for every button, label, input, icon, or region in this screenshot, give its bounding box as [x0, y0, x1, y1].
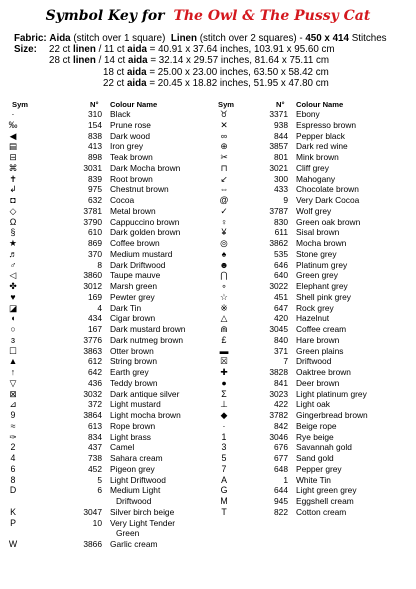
thread-number: 535 — [274, 248, 288, 259]
symbol-glyph: 6 — [10, 463, 16, 474]
symbol-glyph: ▲ — [8, 356, 18, 367]
colour-name: Light oak — [296, 399, 330, 410]
colour-name: Green oak brown — [296, 216, 361, 227]
thread-number: 834 — [88, 431, 102, 442]
symbol-glyph: ♬ — [8, 248, 18, 259]
thread-number: 451 — [274, 291, 288, 302]
fabric-label: Fabric: — [14, 33, 47, 44]
symbol-glyph: ※ — [220, 302, 228, 313]
colour-name: Savannah gold — [296, 442, 352, 453]
colour-name: Medium Light — [110, 485, 161, 496]
size-line-4: 22 ct aida = 20.45 x 18.82 inches, 51.95 x 47.80 cm — [103, 78, 329, 89]
symbol-glyph: 7 — [221, 463, 227, 474]
thread-number: 840 — [274, 334, 288, 345]
symbol-glyph: 4 — [10, 453, 16, 463]
thread-number: 3787 — [269, 205, 288, 216]
colour-name: Gingerbread brown — [296, 410, 368, 420]
thread-number: 10 — [92, 517, 102, 528]
symbol-glyph: ☆ — [220, 291, 228, 302]
symbol-glyph: A — [221, 474, 227, 485]
colour-name: Teddy brown — [110, 377, 158, 388]
colour-name: Light green grey — [296, 485, 357, 496]
thread-number: 3031 — [83, 162, 102, 173]
symbol-glyph: ● — [221, 377, 227, 388]
thread-number: 3023 — [269, 388, 288, 399]
symbol-glyph: D — [9, 485, 17, 496]
colour-name: Pigeon grey — [110, 463, 155, 474]
symbol-glyph: ɜ — [10, 334, 16, 345]
colour-name: Dark red wine — [296, 141, 348, 152]
colour-name: Eggshell cream — [296, 496, 354, 506]
symbol-glyph: K — [10, 506, 16, 517]
symbol-glyph: W — [8, 539, 18, 549]
thread-number: 3045 — [269, 324, 288, 334]
thread-number: 310 — [88, 109, 102, 119]
thread-number: 644 — [274, 485, 288, 496]
colour-name: Dark wood — [110, 130, 151, 141]
thread-number: 154 — [88, 119, 102, 130]
symbol-glyph: ♂ — [9, 259, 17, 270]
colour-name: Rock grey — [296, 302, 334, 313]
thread-number: 7 — [283, 356, 288, 367]
symbol-glyph: ▬ — [219, 345, 229, 356]
thread-number: 3863 — [83, 345, 102, 356]
symbol-glyph: ♠ — [221, 248, 227, 259]
thread-number: 3371 — [269, 109, 288, 119]
colour-name: Platinum grey — [296, 259, 348, 270]
size-label: Size: — [14, 44, 37, 55]
thread-number: 738 — [88, 453, 102, 463]
thread-number: 3776 — [83, 334, 102, 345]
thread-number: 3866 — [83, 539, 102, 549]
thread-number: 869 — [88, 238, 102, 248]
thread-number: 3032 — [83, 388, 102, 399]
thread-number: 613 — [88, 420, 102, 431]
colour-name: Driftwood — [296, 356, 332, 367]
symbol-glyph: ✤ — [9, 281, 17, 291]
left-num-header: N° — [90, 100, 99, 109]
thread-number: 3782 — [269, 410, 288, 420]
thread-number: 8 — [97, 259, 102, 270]
thread-number: 1 — [283, 474, 288, 485]
thread-number: 612 — [88, 356, 102, 367]
colour-name: Dark Tin — [110, 302, 142, 313]
symbol-glyph: 2 — [10, 442, 16, 453]
colour-name: Very Dark Cocoa — [296, 195, 360, 205]
colour-name: Deer brown — [296, 377, 340, 388]
symbol-glyph: ∘ — [221, 281, 227, 291]
thread-number: 3828 — [269, 367, 288, 377]
thread-number: 648 — [274, 463, 288, 474]
symbol-glyph: ⇔ — [219, 184, 229, 195]
symbol-glyph: ★ — [9, 238, 17, 248]
symbol-glyph: ⊕ — [220, 141, 228, 152]
thread-number: 640 — [274, 270, 288, 281]
size-line-3: 18 ct aida = 25.00 x 23.00 inches, 63.50 x 58.42 cm — [103, 67, 329, 78]
symbol-glyph: 5 — [221, 453, 227, 463]
symbol-glyph: ♥ — [10, 291, 16, 302]
colour-name: Espresso brown — [296, 119, 357, 130]
thread-number: 642 — [88, 367, 102, 377]
thread-number: 452 — [88, 463, 102, 474]
thread-number: 437 — [88, 442, 102, 453]
thread-number: 830 — [274, 216, 288, 227]
thread-number: 169 — [88, 291, 102, 302]
colour-name: Wolf grey — [296, 205, 332, 216]
fabric-linen: Linen — [170, 33, 197, 44]
colour-name: Mahogany — [296, 173, 336, 184]
thread-number: 842 — [274, 420, 288, 431]
colour-name: Coffee brown — [110, 238, 160, 248]
symbol-glyph: ¥ — [221, 227, 227, 238]
colour-name: Light Driftwood — [110, 474, 166, 485]
thread-number: 677 — [274, 453, 288, 463]
symbol-glyph: Ω — [9, 216, 17, 227]
colour-name: Green plains — [296, 345, 344, 356]
thread-number: 433 — [274, 184, 288, 195]
colour-name: Dark Mocha brown — [110, 162, 181, 173]
symbol-glyph: ◘ — [10, 195, 16, 205]
size-line-2: 28 ct linen / 14 ct aida = 32.14 x 29.57 inches, 81.64 x 75.11 cm — [49, 55, 330, 66]
colour-name: Mink brown — [296, 152, 339, 162]
symbol-glyph: ▤ — [8, 141, 18, 152]
thread-number: 4 — [97, 302, 102, 313]
symbol-glyph: ‰ — [8, 119, 18, 130]
colour-name-continued: Driftwood — [116, 496, 152, 506]
colour-name: Taupe mauve — [110, 270, 161, 281]
title-prefix: Symbol Key for — [45, 8, 165, 24]
colour-name: Dark Driftwood — [110, 259, 166, 270]
colour-name: Earth grey — [110, 367, 149, 377]
symbol-glyph: ✓ — [220, 205, 228, 216]
colour-name: White Tin — [296, 474, 331, 485]
colour-name: Chestnut brown — [110, 184, 169, 195]
symbol-glyph: ⊓ — [220, 162, 228, 173]
colour-name: Light brass — [110, 431, 151, 442]
thread-number: 844 — [274, 130, 288, 141]
colour-name: Marsh green — [110, 281, 158, 291]
thread-number: 945 — [274, 496, 288, 506]
thread-number: 3047 — [83, 506, 102, 517]
thread-number: 3022 — [269, 281, 288, 291]
colour-name: Hare brown — [296, 334, 340, 345]
thread-number: 838 — [88, 130, 102, 141]
thread-number: 611 — [274, 227, 288, 238]
symbol-glyph: ☒ — [220, 356, 228, 367]
thread-number: 3857 — [269, 141, 288, 152]
colour-name: Sahara cream — [110, 453, 163, 463]
symbol-glyph: ✝ — [9, 173, 17, 184]
left-name-header: Colour Name — [110, 100, 158, 109]
thread-number: 3781 — [83, 205, 102, 216]
thread-number: 5 — [97, 474, 102, 485]
thread-number: 3860 — [83, 270, 102, 281]
colour-name: Cotton cream — [296, 506, 347, 517]
colour-name: Pepper grey — [296, 463, 342, 474]
symbol-glyph: ⊟ — [9, 152, 17, 162]
thread-number: 841 — [274, 377, 288, 388]
title-design-name: The Owl & The Pussy Cat — [173, 8, 371, 24]
fabric-stitches: 450 x 414 — [305, 33, 349, 44]
colour-name: Dark golden brown — [110, 227, 181, 238]
colour-name: Cigar brown — [110, 313, 156, 324]
symbol-glyph: ♀ — [220, 216, 228, 227]
page-title — [0, 8, 416, 24]
colour-name: Teak brown — [110, 152, 153, 162]
colour-name: Cliff grey — [296, 162, 329, 173]
fabric-line — [14, 33, 387, 44]
colour-name: Rye beige — [296, 431, 334, 442]
colour-name: Light mocha brown — [110, 410, 181, 420]
symbol-glyph: § — [10, 227, 16, 238]
thread-number: 300 — [274, 173, 288, 184]
thread-number: 413 — [88, 141, 102, 152]
symbol-glyph: ↲ — [9, 184, 17, 195]
thread-number: 898 — [88, 152, 102, 162]
thread-number: 801 — [274, 152, 288, 162]
thread-number: 632 — [88, 195, 102, 205]
symbol-glyph: G — [220, 485, 228, 496]
symbol-glyph: M — [220, 496, 228, 506]
thread-number: 420 — [274, 313, 288, 324]
colour-name: String brown — [110, 356, 158, 367]
thread-number: 371 — [274, 345, 288, 356]
thread-number: 372 — [88, 399, 102, 410]
colour-name-continued: Green — [116, 528, 140, 539]
colour-name: Chocolate brown — [296, 184, 359, 195]
colour-name: Ebony — [296, 109, 320, 119]
symbol-glyph: ◀ — [9, 130, 17, 141]
size-line-1: 22 ct linen / 11 ct aida = 40.91 x 37.64 inches, 103.91 x 95.60 cm — [49, 44, 335, 55]
symbol-glyph: ♉ — [220, 109, 228, 119]
symbol-glyph: 9 — [10, 410, 16, 420]
symbol-glyph: 1 — [221, 431, 227, 442]
right-sym-header: Sym — [218, 100, 235, 109]
colour-name: Beige rope — [296, 420, 337, 431]
fabric-stitches-label: Stitches — [351, 33, 387, 44]
symbol-glyph: ○ — [10, 324, 16, 334]
colour-name: Silver birch beige — [110, 506, 175, 517]
symbol-glyph: Σ — [221, 388, 227, 399]
colour-name: Coffee cream — [296, 324, 347, 334]
symbol-glyph: ◪ — [8, 302, 18, 313]
symbol-glyph: ◖ — [10, 313, 16, 324]
symbol-glyph: ⊿ — [9, 399, 17, 410]
thread-number: 3012 — [83, 281, 102, 291]
symbol-glyph: · — [11, 109, 15, 119]
colour-name: Otter brown — [110, 345, 154, 356]
thread-number: 6 — [97, 485, 102, 496]
colour-name: Black — [110, 109, 131, 119]
thread-number: 434 — [88, 313, 102, 324]
thread-number: 839 — [88, 173, 102, 184]
symbol-glyph: ▽ — [9, 377, 17, 388]
colour-name: Pepper black — [296, 130, 345, 141]
symbol-glyph: ∞ — [220, 130, 228, 141]
thread-number: 3864 — [83, 410, 102, 420]
fabric-aida-note: (stitch over 1 square) — [73, 33, 166, 44]
thread-number: 3046 — [269, 431, 288, 442]
thread-number: 9 — [283, 195, 288, 205]
thread-number: 3862 — [269, 238, 288, 248]
symbol-glyph: ☐ — [9, 345, 17, 356]
symbol-glyph: ✂ — [220, 152, 228, 162]
thread-number: 646 — [274, 259, 288, 270]
thread-number: 167 — [88, 324, 102, 334]
symbol-glyph: P — [10, 517, 16, 528]
symbol-glyph: ◆ — [220, 410, 228, 420]
thread-number: 647 — [274, 302, 288, 313]
right-name-header: Colour Name — [296, 100, 344, 109]
colour-name: Dark antique silver — [110, 388, 180, 399]
symbol-glyph: 3 — [221, 442, 227, 453]
symbol-glyph: @ — [219, 195, 229, 205]
colour-name: Stone grey — [296, 248, 337, 259]
symbol-glyph: ⌘ — [8, 162, 18, 173]
colour-name: Hazelnut — [296, 313, 330, 324]
colour-name: Mocha brown — [296, 238, 347, 248]
colour-name: Medium mustard — [110, 248, 173, 259]
thread-number: 3790 — [83, 216, 102, 227]
colour-name: Oaktree brown — [296, 367, 351, 377]
thread-number: 436 — [88, 377, 102, 388]
symbol-glyph: · — [222, 420, 226, 431]
colour-name: Shell pink grey — [296, 291, 351, 302]
symbol-glyph: ✕ — [220, 119, 228, 130]
colour-name: Very Light Tender — [110, 517, 176, 528]
symbol-glyph: ◇ — [9, 205, 17, 216]
symbol-glyph: ⋒ — [220, 324, 228, 334]
colour-name: Light mustard — [110, 399, 161, 410]
symbol-glyph: ↙ — [220, 173, 228, 184]
thread-number: 822 — [274, 506, 288, 517]
colour-name: Camel — [110, 442, 135, 453]
thread-number: 370 — [88, 248, 102, 259]
symbol-glyph: £ — [221, 334, 227, 345]
symbol-glyph: ⊥ — [220, 399, 228, 410]
thread-number: 422 — [274, 399, 288, 410]
fabric-aida: Aida — [49, 33, 71, 44]
fabric-linen-note: (stitch over 2 squares) - — [199, 33, 303, 44]
thread-number: 676 — [274, 442, 288, 453]
colour-name: Garlic cream — [110, 539, 158, 549]
right-num-header: N° — [276, 100, 285, 109]
symbol-glyph: ⊠ — [9, 388, 17, 399]
colour-name: Cocoa — [110, 195, 135, 205]
thread-number: 975 — [88, 184, 102, 195]
colour-name: Cappuccino brown — [110, 216, 180, 227]
symbol-glyph: ◁ — [9, 270, 17, 281]
colour-name: Prune rose — [110, 119, 151, 130]
symbol-glyph: ↑ — [10, 367, 16, 377]
colour-name: Sand gold — [296, 453, 334, 463]
left-sym-header: Sym — [12, 100, 29, 109]
colour-name: Iron grey — [110, 141, 144, 152]
colour-name: Root brown — [110, 173, 153, 184]
symbol-glyph: △ — [220, 313, 228, 324]
thread-number: 938 — [274, 119, 288, 130]
colour-name: Green grey — [296, 270, 338, 281]
symbol-glyph: ☻ — [219, 259, 229, 270]
symbol-glyph: ≈ — [10, 420, 16, 431]
symbol-glyph: T — [221, 506, 227, 517]
colour-name: Sisal brown — [296, 227, 340, 238]
colour-name: Dark mustard brown — [110, 324, 186, 334]
symbol-glyph: ⋂ — [220, 270, 228, 281]
thread-number: 610 — [88, 227, 102, 238]
symbol-glyph: ✚ — [220, 367, 228, 377]
colour-name: Metal brown — [110, 205, 156, 216]
colour-name: Elephant grey — [296, 281, 348, 291]
colour-name: Light platinum grey — [296, 388, 367, 399]
colour-name: Pewter grey — [110, 291, 155, 302]
symbol-glyph: 8 — [10, 474, 16, 485]
colour-name: Dark nutmeg brown — [110, 334, 184, 345]
thread-number: 3021 — [269, 162, 288, 173]
symbol-glyph: ◎ — [220, 238, 228, 248]
colour-name: Rope brown — [110, 420, 156, 431]
symbol-glyph: ✑ — [9, 431, 17, 442]
